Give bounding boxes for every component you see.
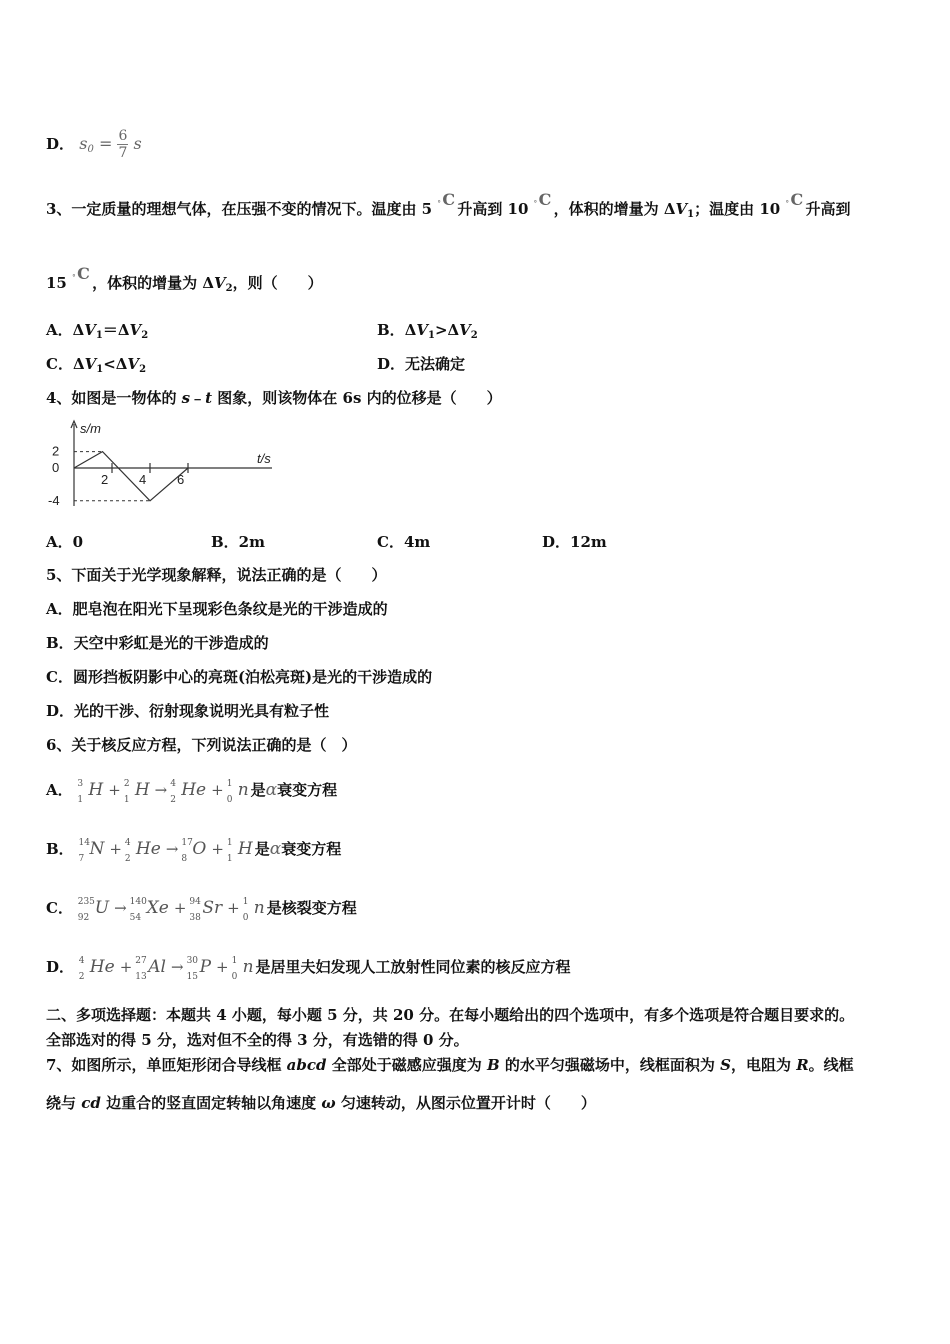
q7-text-e: 。线框 bbox=[808, 1056, 854, 1074]
x-tick-label: 4 bbox=[139, 472, 147, 487]
plus-sign: + bbox=[108, 781, 121, 799]
atomic-number: 38 bbox=[189, 913, 201, 923]
nuclide-n1 bbox=[226, 779, 249, 805]
q7-stem-line2 bbox=[46, 1093, 596, 1113]
plus-sign: + bbox=[227, 899, 240, 917]
q3-text-h: ，则（ ） bbox=[232, 274, 323, 292]
s-t-graph bbox=[40, 418, 290, 513]
q7-text-a: 7、如图所示，单匝矩形闭合导线框 bbox=[46, 1056, 287, 1074]
q7-stem-line1 bbox=[46, 1055, 854, 1075]
mass-number: 27 bbox=[135, 956, 147, 966]
q2-option-d-label: D． bbox=[46, 135, 75, 153]
atomic-number: 2 bbox=[170, 795, 176, 805]
v2-subscript: 2 bbox=[141, 330, 149, 341]
plus-sign: + bbox=[216, 958, 229, 976]
v2-subscript: 2 bbox=[139, 364, 147, 375]
degree-celsius-icon bbox=[72, 264, 92, 294]
q6-b-tail-2: 衰变方程 bbox=[281, 840, 342, 858]
alpha-symbol: α bbox=[269, 839, 282, 859]
arrow-icon: → bbox=[170, 958, 184, 976]
degree-mark: ° bbox=[72, 273, 76, 282]
q6-a-tail-1: 是 bbox=[250, 781, 266, 799]
degree-celsius-icon bbox=[437, 190, 457, 220]
plus-sign: + bbox=[211, 840, 224, 858]
q3-option-b bbox=[377, 320, 478, 346]
option-label: B． bbox=[377, 321, 405, 339]
q5-option-d: D．光的干涉、衍射现象说明光具有粒子性 bbox=[46, 702, 330, 720]
v1-subscript: 1 bbox=[427, 330, 435, 341]
x-tick-label: 6 bbox=[177, 472, 185, 487]
fraction-6-7 bbox=[117, 128, 128, 161]
atomic-number: 54 bbox=[129, 913, 142, 923]
mass-number: 17 bbox=[181, 838, 193, 848]
q3-text-f: 15 bbox=[46, 274, 73, 292]
element-symbol: H bbox=[88, 780, 104, 800]
option-label: A． bbox=[46, 321, 73, 339]
atomic-number: 0 bbox=[226, 795, 233, 805]
degree-celsius-icon bbox=[785, 190, 805, 220]
atomic-number: 2 bbox=[78, 972, 85, 982]
dash: ﹣ bbox=[190, 389, 206, 407]
element-symbol: P bbox=[199, 957, 212, 977]
atomic-number: 8 bbox=[181, 854, 188, 864]
mass-number: 140 bbox=[129, 897, 147, 907]
mass-number: 4 bbox=[124, 838, 131, 848]
element-symbol: Al bbox=[148, 957, 166, 977]
nuclide-u235 bbox=[77, 897, 110, 923]
mass-number: 1 bbox=[226, 838, 233, 848]
q6-c-tail: 是核裂变方程 bbox=[266, 899, 357, 917]
mass-number: 4 bbox=[78, 956, 85, 966]
s-symbol: s bbox=[133, 134, 142, 153]
q5-option-c: C．圆形挡板阴影中心的亮斑(泊松亮斑)是光的干涉造成的 bbox=[46, 668, 433, 686]
q7-text-b: 全部处于磁感应强度为 bbox=[326, 1056, 487, 1074]
celsius-letter: C bbox=[442, 190, 456, 209]
q3-stem-line1 bbox=[46, 190, 851, 225]
q7-text-c: 的水平匀强磁场中，线框面积为 bbox=[499, 1056, 721, 1074]
v1-subscript: 1 bbox=[687, 209, 695, 220]
q7-text-h: 匀速转动，从图示位置开计时（ ） bbox=[335, 1094, 596, 1112]
element-symbol: He bbox=[89, 957, 115, 977]
q6-d-tail: 是居里夫妇发现人工放射性同位素的核反应方程 bbox=[255, 958, 571, 976]
q6-b-tail-1: 是 bbox=[254, 840, 270, 858]
x-axis-label: t/s bbox=[257, 451, 271, 466]
delta-symbol: Δ bbox=[447, 321, 460, 339]
element-symbol: O bbox=[192, 839, 207, 859]
q6-stem: 6、关于核反应方程，下列说法正确的是（ ） bbox=[46, 736, 357, 754]
nuclide-h3 bbox=[77, 779, 104, 805]
q2-option-d-formula bbox=[79, 128, 142, 161]
nuclide-xe140 bbox=[129, 897, 169, 923]
b-symbol: B bbox=[486, 1056, 500, 1074]
element-symbol: He bbox=[181, 780, 207, 800]
delta-symbol: Δ bbox=[117, 321, 130, 339]
q7-text-d: ，电阻为 bbox=[730, 1056, 797, 1074]
q3-text-g: ，体积的增量为 Δ bbox=[92, 274, 214, 292]
v1-subscript: 1 bbox=[96, 364, 104, 375]
alpha-symbol: α bbox=[265, 780, 278, 800]
nuclide-p30 bbox=[186, 956, 212, 982]
x-tick-label: 2 bbox=[101, 472, 109, 487]
mass-number: 1 bbox=[226, 779, 233, 789]
v-symbol: V bbox=[459, 321, 471, 339]
option-label: C． bbox=[46, 899, 73, 917]
q6-option-b bbox=[46, 838, 342, 864]
s-symbol: S bbox=[720, 1056, 731, 1074]
nuclide-n1 bbox=[242, 897, 265, 923]
v-symbol: V bbox=[129, 321, 142, 339]
option-label: B． bbox=[46, 840, 74, 858]
element-symbol: n bbox=[242, 957, 254, 977]
s0-symbol: s bbox=[79, 134, 88, 153]
equals-sign: = bbox=[98, 134, 113, 153]
y-tick-label: 2 bbox=[52, 443, 60, 459]
q6-a-tail-2: 衰变方程 bbox=[277, 781, 338, 799]
celsius-letter: C bbox=[77, 264, 90, 283]
mass-number: 235 bbox=[77, 897, 95, 907]
section2-heading-line2: 全部选对的得 5 分，选对但不全的得 3 分，有选错的得 0 分。 bbox=[46, 1031, 469, 1049]
option-label: A． bbox=[46, 781, 73, 799]
y-tick-label: 0 bbox=[52, 460, 60, 475]
q4-option-a: A．0 bbox=[46, 533, 84, 551]
arrow-icon: → bbox=[114, 899, 127, 917]
element-symbol: n bbox=[253, 898, 265, 918]
nuclide-n14 bbox=[78, 838, 105, 864]
q3-option-c bbox=[46, 354, 146, 380]
atomic-number: 1 bbox=[77, 795, 84, 805]
q3-text-b: 升高到 10 bbox=[457, 200, 534, 218]
q3-text-e: 升高到 bbox=[805, 200, 851, 218]
section2-heading-line1: 二、多项选择题：本题共 4 小题，每小题 5 分，共 20 分。在每小题给出的四个选项中，有多个选项是符合题目要求的。 bbox=[46, 1006, 855, 1024]
q7-text-g: 边重合的竖直固定转轴以角速度 bbox=[100, 1094, 322, 1112]
atomic-number: 7 bbox=[78, 854, 85, 864]
nuclide-h1 bbox=[226, 838, 253, 864]
mass-number: 1 bbox=[242, 897, 249, 907]
v-symbol: V bbox=[84, 355, 97, 373]
atomic-number: 2 bbox=[124, 854, 131, 864]
q4-option-d: D．12m bbox=[542, 533, 607, 551]
q7-text-f: 绕与 bbox=[46, 1094, 82, 1112]
element-symbol: H bbox=[134, 780, 150, 800]
v1-subscript: 1 bbox=[95, 330, 103, 341]
relation-sign: < bbox=[103, 355, 116, 373]
arrow-icon: → bbox=[154, 781, 168, 799]
q3-text-a: 3、一定质量的理想气体，在压强不变的情况下。温度由 5 bbox=[46, 200, 438, 218]
nuclide-he4 bbox=[170, 779, 207, 805]
relation-sign: > bbox=[434, 321, 448, 339]
q3-option-d: D．无法确定 bbox=[377, 355, 466, 373]
mass-number: 1 bbox=[231, 956, 238, 966]
nuclide-o17 bbox=[181, 838, 207, 864]
q4-stem bbox=[46, 388, 502, 408]
nuclide-he4 bbox=[124, 838, 161, 864]
nuclide-h2 bbox=[123, 779, 150, 805]
v-symbol: V bbox=[127, 355, 140, 373]
s-t-series-line bbox=[74, 452, 188, 501]
celsius-letter: C bbox=[790, 190, 804, 209]
delta-symbol: Δ bbox=[72, 355, 85, 373]
mass-number: 14 bbox=[78, 838, 90, 848]
q5-stem: 5、下面关于光学现象解释，说法正确的是（ ） bbox=[46, 566, 387, 584]
nuclide-n1 bbox=[231, 956, 254, 982]
y-tick-label: -4 bbox=[48, 492, 60, 508]
q5-option-a: A．肥皂泡在阳光下呈现彩色条纹是光的干涉造成的 bbox=[46, 600, 388, 618]
element-symbol: He bbox=[135, 839, 161, 859]
element-symbol: U bbox=[94, 898, 110, 918]
atomic-number: 0 bbox=[242, 913, 249, 923]
option-label: D． bbox=[46, 958, 75, 976]
abcd-symbol: abcd bbox=[286, 1056, 327, 1074]
q4-option-b: B．2m bbox=[211, 533, 265, 551]
q6-option-c bbox=[46, 897, 357, 923]
fraction-denominator: 7 bbox=[118, 145, 128, 161]
v-symbol: V bbox=[213, 274, 226, 292]
atomic-number: 1 bbox=[226, 854, 233, 864]
degree-mark: ° bbox=[785, 199, 789, 208]
t-symbol: t bbox=[205, 389, 213, 407]
q5-option-b: B．天空中彩虹是光的干涉造成的 bbox=[46, 634, 269, 652]
q3-text-d: ；温度由 10 bbox=[694, 200, 786, 218]
q4-text-a: 4、如图是一物体的 bbox=[46, 389, 182, 407]
element-symbol: Sr bbox=[202, 898, 223, 918]
nuclide-sr94 bbox=[189, 897, 223, 923]
atomic-number: 0 bbox=[231, 972, 238, 982]
plus-sign: + bbox=[119, 958, 133, 976]
delta-symbol: Δ bbox=[115, 355, 128, 373]
fraction-numerator: 6 bbox=[118, 128, 128, 144]
mass-number: 3 bbox=[77, 779, 84, 789]
mass-number: 4 bbox=[170, 779, 176, 789]
atomic-number: 15 bbox=[186, 972, 199, 982]
mass-number: 94 bbox=[189, 897, 201, 907]
r-symbol: R bbox=[796, 1056, 809, 1074]
v2-subscript: 2 bbox=[225, 283, 233, 294]
relation-sign: ＝ bbox=[102, 321, 118, 339]
q3-option-a bbox=[46, 320, 148, 346]
cd-symbol: cd bbox=[81, 1094, 101, 1112]
y-axis-label: s/m bbox=[80, 421, 101, 436]
degree-mark: ° bbox=[437, 199, 441, 208]
element-symbol: H bbox=[237, 839, 253, 859]
nuclide-he4 bbox=[78, 956, 115, 982]
degree-mark: ° bbox=[533, 199, 538, 208]
mass-number: 2 bbox=[123, 779, 130, 789]
omega-symbol: ω bbox=[321, 1094, 336, 1112]
celsius-letter: C bbox=[538, 190, 552, 209]
arrow-icon: → bbox=[165, 840, 179, 858]
degree-celsius-icon bbox=[533, 190, 554, 220]
q6-option-d bbox=[46, 956, 571, 982]
v-symbol: V bbox=[675, 200, 688, 218]
plus-sign: + bbox=[173, 899, 187, 917]
plus-sign: + bbox=[109, 840, 122, 858]
q4-option-c: C．4m bbox=[377, 533, 431, 551]
element-symbol: n bbox=[237, 780, 249, 800]
mass-number: 30 bbox=[186, 956, 199, 966]
s0-subscript: 0 bbox=[87, 144, 94, 155]
delta-symbol: Δ bbox=[404, 321, 417, 339]
q3-stem-line2 bbox=[46, 264, 323, 299]
plus-sign: + bbox=[211, 781, 224, 799]
v2-subscript: 2 bbox=[470, 330, 478, 341]
v-symbol: V bbox=[84, 321, 96, 339]
q4-text-b: 图象，则该物体在 6s 内的位移是（ ） bbox=[212, 389, 502, 407]
element-symbol: N bbox=[89, 839, 105, 859]
q2-option-d bbox=[46, 128, 142, 161]
q6-option-a bbox=[46, 779, 338, 805]
atomic-number: 1 bbox=[123, 795, 130, 805]
atomic-number: 13 bbox=[135, 972, 147, 982]
q3-text-c: ，体积的增量为 Δ bbox=[553, 200, 676, 218]
v-symbol: V bbox=[416, 321, 428, 339]
delta-symbol: Δ bbox=[72, 321, 85, 339]
s-symbol: s bbox=[181, 389, 191, 407]
option-label: C． bbox=[46, 355, 73, 373]
nuclide-al27 bbox=[135, 956, 166, 982]
element-symbol: Xe bbox=[146, 898, 169, 918]
atomic-number: 92 bbox=[77, 913, 90, 923]
